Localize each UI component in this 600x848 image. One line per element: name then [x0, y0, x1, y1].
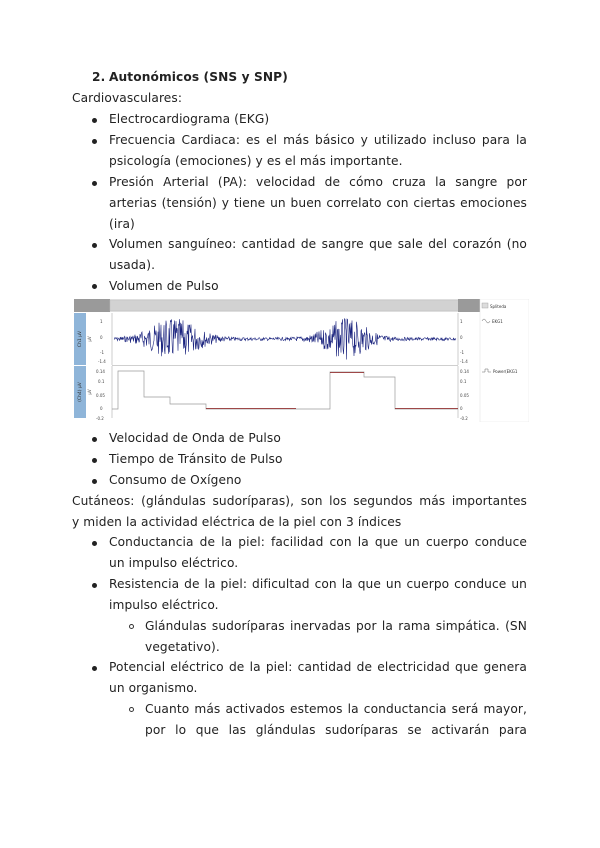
- channel-1-side-label: Ch1 µV: [78, 330, 83, 348]
- p2-tick-right-1: 0.14: [460, 369, 469, 374]
- p2-tick-right-4: 0: [460, 406, 463, 411]
- p1-tick-left-4: -1.4: [98, 359, 106, 364]
- cardio-item-2-line-1: Frecuencia Cardiaca: es el más básico y utilizado incluso para la: [109, 133, 527, 147]
- cardio-item-4-line-2: usada).: [109, 258, 156, 272]
- cardio-item-3-line-2: arterias (tensión) y tiene un buen correlato con ciertas emociones: [109, 196, 527, 210]
- p1-tick-right-2: 0: [460, 335, 463, 340]
- bullet-icon: [92, 437, 97, 442]
- bullet-icon: [92, 139, 97, 144]
- cutaneous-line-1: Cutáneos: (glándulas sudoríparas), son los segundos más importantes: [72, 494, 527, 508]
- p1-tick-right-1: 1: [460, 319, 463, 324]
- p1-tick-right-3: -1: [460, 350, 464, 355]
- cut-item-2-sub-line-1: Glándulas sudoríparas inervadas por la rama simpática. (SN: [145, 619, 527, 633]
- cardio-item-6-line-1: Velocidad de Onda de Pulso: [109, 431, 281, 445]
- cut-item-2-sub-line-2: vegetativo).: [145, 640, 220, 654]
- cut-item-3-line-2: un organismo.: [109, 681, 198, 695]
- cardiovascular-title: Cardiovasculares:: [72, 91, 183, 105]
- bullet-icon: [92, 458, 97, 463]
- p2-tick-left-1: 0.14: [96, 369, 105, 374]
- channel-1-unit: µV: [87, 336, 92, 342]
- legend-item-3: Power(EKG1: [493, 369, 518, 374]
- cut-item-3-sub-line-1: Cuanto más activados estemos la conductancia será mayor,: [145, 702, 527, 716]
- p2-tick-left-4: 0: [100, 406, 103, 411]
- panel-2-plot: [112, 366, 458, 418]
- bullet-icon: [92, 284, 97, 289]
- figure-legend: [480, 299, 529, 422]
- cardio-item-5-line-1: Volumen de Pulso: [109, 279, 219, 293]
- figure-scrollbar[interactable]: [110, 300, 480, 311]
- cardio-item-3-line-1: Presión Arterial (PA): velocidad de cómo cruza la sangre por: [109, 175, 527, 189]
- figure-toolbar-left: [74, 299, 110, 312]
- p1-tick-left-3: -1: [100, 350, 104, 355]
- p1-tick-right-4: -1.4: [460, 359, 468, 364]
- cut-item-3-line-1: Potencial eléctrico de la piel: cantidad de electricidad que genera: [109, 660, 527, 674]
- cut-item-1-line-2: un impulso eléctrico.: [109, 556, 239, 570]
- bullet-icon: [92, 583, 97, 588]
- cut-item-1-line-1: Conductancia de la piel: facilidad con la que un cuerpo conduce: [109, 535, 527, 549]
- p1-tick-left-1: 1: [100, 319, 103, 324]
- bullet-icon: [92, 118, 97, 123]
- section-number: 2.: [92, 70, 106, 84]
- p2-tick-right-5: -0.2: [460, 416, 468, 421]
- cardio-item-8-line-1: Consumo de Oxígeno: [109, 473, 242, 487]
- bullet-icon: [92, 243, 97, 248]
- bullet-icon: [92, 666, 97, 671]
- cut-item-3-sub-line-2: por lo que las glándulas sudoríparas se activarán para: [145, 723, 527, 737]
- cardio-item-7-line-1: Tiempo de Tránsito de Pulso: [109, 452, 283, 466]
- legend-item-1: Spliteda: [490, 304, 507, 309]
- channel-2-side-label: (Ch4) µV: [78, 382, 83, 402]
- cutaneous-line-2: y miden la actividad eléctrica de la piel con 3 índices: [72, 515, 402, 529]
- p2-tick-left-3: 0.05: [96, 393, 105, 398]
- channel-2-unit: µV: [87, 389, 92, 395]
- signal-recording-figure: [74, 299, 529, 422]
- p1-tick-left-2: 0: [100, 335, 103, 340]
- figure-toolbar-right: [458, 299, 480, 312]
- cardio-item-1-line-1: Electrocardiograma (EKG): [109, 112, 270, 126]
- cut-item-2-line-1: Resistencia de la piel: dificultad con la que un cuerpo conduce un: [109, 577, 527, 591]
- section-heading: Autonómicos (SNS y SNP): [109, 70, 288, 84]
- cardio-item-4-line-1: Volumen sanguíneo: cantidad de sangre que sale del corazón (no: [109, 237, 527, 251]
- cardio-item-3-line-3: (ira): [109, 217, 135, 231]
- p2-tick-right-2: 0.1: [460, 379, 467, 384]
- legend-icon-1: [482, 303, 488, 308]
- cut-item-2-line-2: impulso eléctrico.: [109, 598, 219, 612]
- p2-tick-left-2: 0.1: [98, 379, 105, 384]
- p2-tick-left-5: -0.2: [96, 416, 104, 421]
- p2-tick-right-3: 0.05: [460, 393, 469, 398]
- signal-recording-svg: [74, 299, 529, 422]
- cardio-item-2-line-2: psicología (emociones) y es el más importante.: [109, 154, 403, 168]
- bullet-icon: [92, 479, 97, 484]
- bullet-icon: [92, 181, 97, 186]
- sub-bullet-icon: [129, 624, 134, 629]
- legend-item-2: EKG1: [492, 319, 503, 324]
- sub-bullet-icon: [129, 707, 134, 712]
- bullet-icon: [92, 541, 97, 546]
